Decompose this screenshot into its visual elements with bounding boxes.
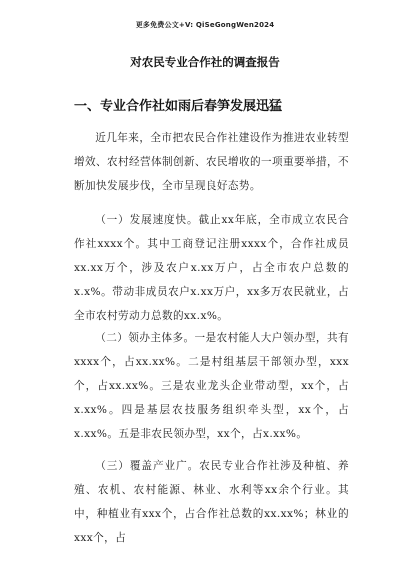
paragraph-industry-coverage: （三）覆盖产业广。农民专业合作社涉及种植、养殖、农机、农村能源、林业、水利等xx余个行业。其中，种植业有xxx个，占合作社总数的xx.xx%；林业的xxx个，占 <box>74 460 349 544</box>
paragraph-intro: 近几年来，全市把农民合作社建设作为推进农业转型增效、农村经营体制创新、农民增收的一项重要举措，不断加快发展步伐，全市呈现良好态势。 <box>74 132 349 192</box>
document-title: 对农民专业合作社的调查报告 <box>130 55 280 69</box>
header-note: 更多免费公文+V: QiSeGongWen2024 <box>135 21 275 29</box>
section-heading: 一、专业合作社如雨后春笋发展迅猛 <box>74 99 283 114</box>
paragraph-development-speed: （一）发展速度快。截止xx年底，全市成立农民合作社xxxx个。其中工商登记注册xxxx个，合作社成员xx.xx万个，涉及农户x.xx万户，占全市农户总数的x.x%。带动非成员农户x.xx万户，xx多万农民就业，占全市农村劳动力总数的xx.x%。 <box>74 214 349 322</box>
paragraph-leading-entities: （二）领办主体多。一是农村能人大户领办型，共有xxxx个，占xx.xx%。二是村组基层干部领办型，xxx个，占xx.xx%。三是农业龙头企业带动型，xx个，占x.xx%。四是基层农技服务组织牵头型，xx个，占x.xx%。五是非农民领办型，xx个，占x.xx%。 <box>74 332 349 440</box>
